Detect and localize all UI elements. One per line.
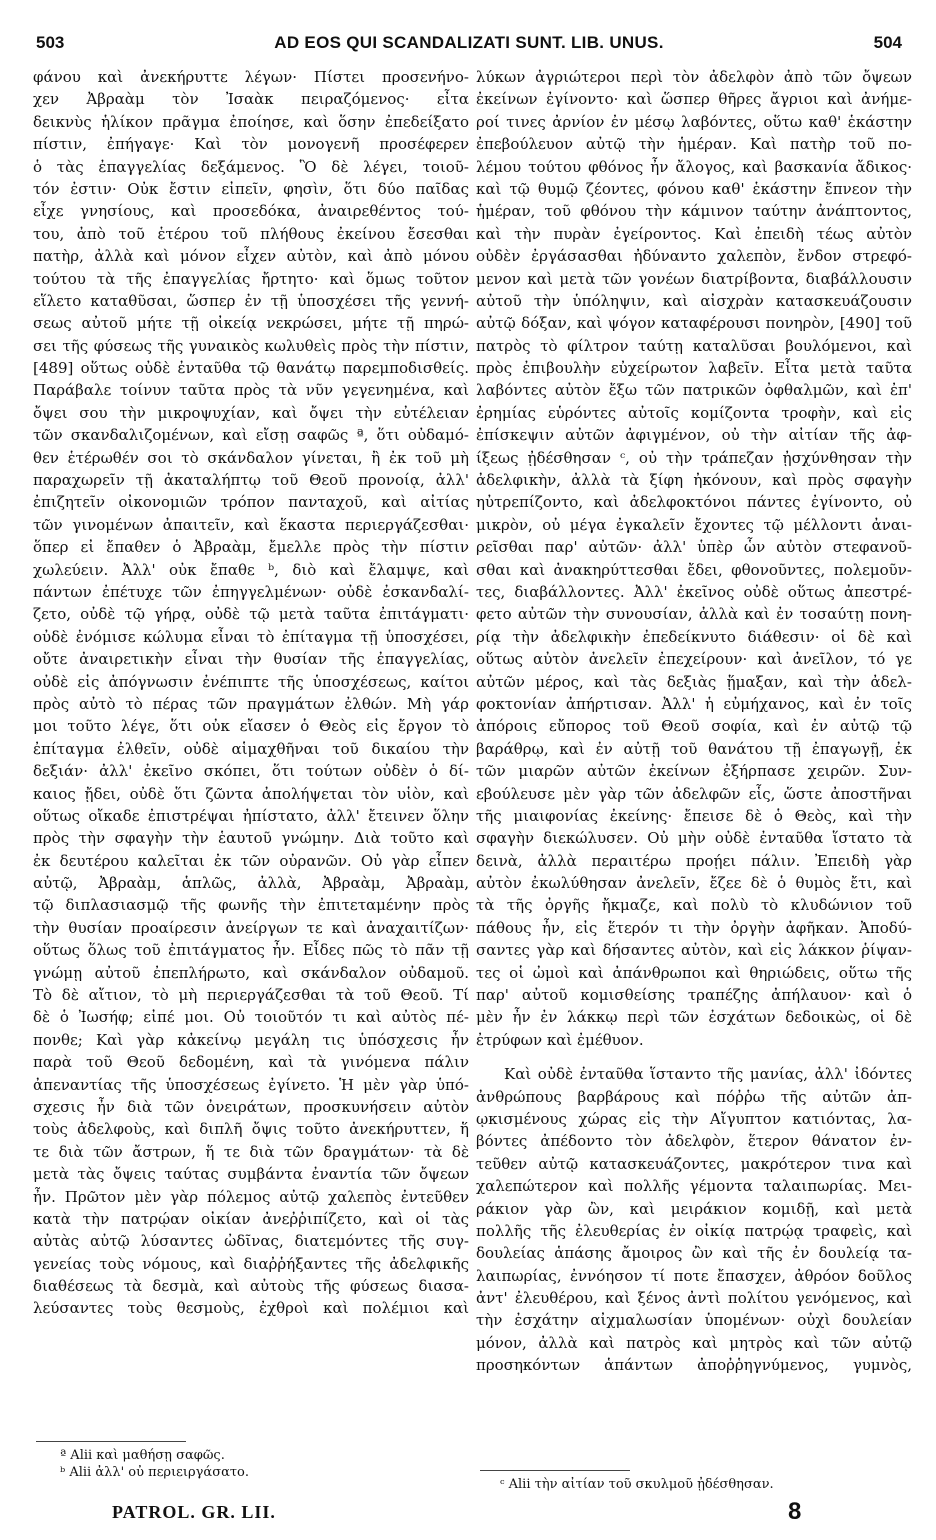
text-line: λέμου τούτου φθόνος ἦν ἄλογος, καὶ βασκανία ἄδικος· — [476, 157, 912, 176]
text-line: ρεῖσθαι παρ' αὐτῶν· ἀλλ' ὑπὲρ ὧν αὐτὸν στεφανοῦ- — [476, 538, 912, 557]
text-line: αὐτῷ δόξαν, καὶ ψόγον καταφέρουσι πονηρὸν, [490] τοῦ — [476, 314, 912, 333]
text-line: αὐτὰς αὐτῷ λύσαντες ὠδῖνας, διατεμόντες τῆς συγ- — [33, 1232, 469, 1251]
text-line: τεῦθεν αὐτῷ κατασκευάζοντες, μακρότερον τινα καὶ — [476, 1154, 912, 1173]
text-line: κατὰ τὴν πατρῴαν οἰκίαν ἀνεῤῥιπίζετο, καὶ οἱ τὰς — [33, 1209, 469, 1228]
text-line: προσηκόντων ἁπάντων ἀποῤῥηγνύμενος, γυμνὸς, — [476, 1356, 912, 1375]
text-line: διαθέσεως τὰ δεσμὰ, καὶ αὐτοὺς τῆς φύσεως διασα- — [33, 1277, 469, 1296]
text-line: δεξιάν· ἀλλ' ἐκεῖνο σκόπει, ὅτι τούτων οὐδὲν ὁ δί- — [33, 762, 469, 781]
text-line: λαιπωρίας, ἐννόησον τί ποτε ἔπασχεν, ἀθρόον δοῦλος — [476, 1266, 912, 1285]
text-line: ῳκισμένους χώρας εἰς τὴν Αἴγυπτον κατιόντας, λα- — [476, 1109, 912, 1128]
text-line: ἐρημίας εὑρόντες αὐτοῖς κομίζοντα τροφὴν, καὶ εἰς — [476, 403, 912, 422]
text-line: σεως αὐτοῦ μήτε τῇ οἰκείᾳ νεκρώσει, μήτε τῇ πηρώ- — [33, 314, 469, 333]
text-line: ἡμέραν, τοῦ φθόνου τὴν κάμινον ταύτην ἀνάπτοντος, — [476, 202, 912, 221]
text-line: σαντες γὰρ καὶ δήσαντες αὐτὸν, καὶ εἰς λάκκον ῥίψαν- — [476, 941, 912, 960]
text-line: τῶν σκανδαλιζομένων, καὶ εἴσῃ σαφῶς ª, ὅτι οὐδαμό- — [33, 426, 469, 445]
text-line: βόντες ἀπέδοντο τὸν ἀδελφὸν, ἕτερον θάνατον ἐν- — [476, 1132, 912, 1151]
text-line: ἀνθρώπους βαρβάρους καὶ πόῤῥω τῆς αὐτῶν ἀπ- — [476, 1087, 912, 1106]
text-line: καὶ τὴν πυρὰν ἐγείροντος. Καὶ ἐπειδὴ τέως αὐτὸν — [476, 224, 912, 243]
text-line: λαβόντες αὐτὸν ἔξω τῶν πατρικῶν ὀφθαλμῶν, καὶ ἐπ' — [476, 381, 912, 400]
text-line: παρ' αὐτοῦ κομισθείσης τραπέζης ἀπήλαυον· καὶ ὁ — [476, 986, 912, 1005]
footnote-rule-left — [36, 1441, 186, 1442]
text-line: ἀπεναντίας τῆς ὑποσχέσεως ἐγίνετο. Ἡ μὲν γὰρ ὑπό- — [33, 1075, 469, 1094]
text-line: εἶχε γνησίους, καὶ προσεδόκα, ἀναιρεθέντος τού- — [33, 202, 469, 221]
text-line: δὲ ὁ Ἰωσήφ; εἰπέ μοι. Οὐ τοιοῦτόν τι καὶ αὐτὸς πέ- — [33, 1008, 469, 1027]
text-line: πατρὸς τὸ φίλτρον ταύτῃ καταλῦσαι βουλόμενοι, καὶ — [476, 336, 912, 355]
text-line: [489] οὕτως οὐδὲ ἐνταῦθα τῷ θανάτῳ παρεμποδισθείς. — [33, 359, 469, 378]
text-line: πρὸς τὴν σφαγὴν τὴν ἑαυτοῦ γνώμην. Διὰ τοῦτο καὶ — [33, 829, 469, 848]
text-line: τῶν γινομένων ἀπαιτεῖν, καὶ ἕκαστα περιεργάζεσθαι· — [33, 515, 469, 534]
text-line: γνώμῃ αὐτοῦ ἐπεπλήρωτο, καὶ σκάνδαλον οὐδαμοῦ. — [33, 963, 469, 982]
text-line: παρὰ τοῦ Θεοῦ δεδομένη, καὶ τὰ γινόμενα πάλιν — [33, 1053, 469, 1072]
text-line: σφαγὴν διεκώλυσεν. Οὐ μὴν οὐδὲ ἐνταῦθα ἵστατο τὰ — [476, 829, 912, 848]
footnote-line: ᶜ Alii τὴν αἰτίαν τοῦ σκυλμοῦ ᾐδέσθησαν. — [500, 1477, 774, 1492]
text-line: ἐπεβούλευον αὐτῷ τὴν ἡμέραν. Καὶ πατὴρ τοῦ πο- — [476, 135, 912, 154]
text-line: ἐκ δευτέρου καλεῖται ἐκ τῶν οὐρανῶν. Οὐ γὰρ εἶπεν — [33, 851, 469, 870]
text-line: οὐδὲ εἰς ἀπόγνωσιν ἐνέπιπτε τῆς ὑποσχέσεως, καίτοι — [33, 672, 469, 691]
text-line: χαλεπώτερον καὶ πολλῆς γέμοντα ταλαιπωρίας. Μει- — [476, 1177, 912, 1196]
text-line: αὐτοῦ τὴν ὑπόληψιν, καὶ αἰσχρὰν κατασκευάζουσιν — [476, 291, 912, 310]
signature-number: 8 — [788, 1498, 802, 1525]
text-line: εβούλευσε μὲν γὰρ τῶν ἀδελφῶν εἷς, ὥστε ἀποστῆναι — [476, 784, 912, 803]
text-line: ἀντ' ἐλευθέρου, καὶ ξένος ἀντὶ πολίτου γενόμενος, καὶ — [476, 1289, 912, 1308]
text-line: πάθους ἦν, εἰς ἕτερόν τι τὴν ὀργὴν ἀφῆκαν. Ἀποδύ- — [476, 918, 912, 937]
text-line: ἀπόροις εὔπορος τοῦ Θεοῦ σοφία, καὶ ἐν αὐτῷ τῷ — [476, 717, 912, 736]
text-line: ἐπιζητεῖν οἰκονομιῶν τρόπον πανταχοῦ, καὶ αἰτίας — [33, 493, 469, 512]
footnote-line: ᵇ Alii ἀλλ' οὐ περιειργάσατο. — [60, 1465, 249, 1480]
text-line: καιος ᾔδει, οὐδὲ ὅτι ζῶντα ἀπολήψεται τὸν υἱὸν, καὶ — [33, 784, 469, 803]
text-line: πονθε; Καὶ γὰρ κἀκείνῳ μεγάλη τις ὑπόσχεσις ἦν — [33, 1030, 469, 1049]
running-header — [36, 33, 902, 59]
text-line: ἐπίταγμα ἐλθεῖν, οὐδὲ αἱμαχθῆναι τοῦ δικαίου τὴν — [33, 739, 469, 758]
text-line: ίξεως ᾐδέσθησαν ᶜ, οὐ τὴν τράπεζαν ᾐσχύνθησαν τὴν — [476, 448, 912, 467]
text-line: μικρὸν, οὐ μέγα ἐγκαλεῖν ἔχοντες τῷ μέλλοντι ἀναι- — [476, 515, 912, 534]
text-line: οὕτως οἴκαδε ἐπιστρέψαι ἠπίστατο, ἀλλ' ἔτεινεν ὅλην — [33, 806, 469, 825]
right-text-column — [476, 66, 912, 1377]
text-line: τὴν ἐσχάτην αἰχμαλωσίαν ὑπομένων· οὐχὶ δουλείαν — [476, 1311, 912, 1330]
text-line: τόν ἐστιν· Οὐκ ἔστιν εἰπεῖν, φησὶν, ὅτι δύο παῖδας — [33, 179, 469, 198]
text-line: φοκτονίαν ἀπήρτισαν. Ἀλλ' ἡ εὐμήχανος, καὶ ἐν τοῖς — [476, 694, 912, 713]
page-number-left: 503 — [36, 33, 65, 52]
text-line: ρίᾳ τὴν ἀδελφικὴν ἐπεδείκνυτο διάθεσιν· οἱ δὲ καὶ — [476, 627, 912, 646]
text-line: αὐτῶν μέρος, καὶ τὰς δεξιὰς ᾕμαξαν, καὶ τὴν ἀδελ- — [476, 672, 912, 691]
text-line: πατὴρ, ἀλλὰ καὶ μόνον εἶχεν αὐτὸν, καὶ ἀπὸ μόνου — [33, 247, 469, 266]
text-line: τὰ τῆς ὀργῆς ἤκμαζε, καὶ πολὺ τὸ κλυδώνιον τοῦ — [476, 896, 912, 915]
text-line: τοὺς ἀδελφοὺς, καὶ διπλῆ ὄψις τοῦτο ἀνεκήρυττεν, ἥ — [33, 1120, 469, 1139]
text-line: τε διὰ τῶν ἄστρων, ἥ τε διὰ τῶν δραγμάτων· τὰ δὲ — [33, 1142, 469, 1161]
text-line: πάντων ἐπέτυχε τῶν ἐπηγγελμένων· οὐδὲ ἐσκανδαλί- — [33, 582, 469, 601]
text-line: ἐκείνων ἐγίνοντο· καὶ ὥσπερ θῆρες ἄγριοι καὶ ἀνήμε- — [476, 90, 912, 109]
text-line: μὲν ἦν ἐν λάκκῳ περὶ τῶν ἐσχάτων δεδοικὼς, οἱ δὲ — [476, 1008, 912, 1027]
text-line: ὄψει σου τὴν μικροψυχίαν, καὶ ὄψει τὴν εὐτέλειαν — [33, 403, 469, 422]
text-line: Παράβαλε τοίνυν ταῦτα πρὸς τὰ νῦν γεγενημένα, καὶ — [33, 381, 469, 400]
text-line: ράκιον γὰρ ὢν, καὶ μειράκιον κομιδῇ, καὶ μετὰ — [476, 1199, 912, 1218]
text-line: πολλῆς τῆς ἐλευθερίας ἐν οἰκίᾳ πατρῴᾳ τραφεὶς, καὶ — [476, 1221, 912, 1240]
text-line: δεινὰ, ἀλλὰ περαιτέρω προῄει πάλιν. Ἐπειδὴ γὰρ — [476, 851, 912, 870]
text-line: τὴν θυσίαν προαίρεσιν ἀνείργων τε καὶ ἀναχαιτίζων· — [33, 918, 469, 937]
text-line: ὅπερ εἰ ἔπαθεν ὁ Ἀβραὰμ, ἔμελλε πρὸς τὴν πίστιν — [33, 538, 469, 557]
signature-line: PATROL. GR. LII. — [112, 1502, 276, 1522]
text-line: ζετο, οὐδὲ τῷ γήρᾳ, οὐδὲ τῷ μετὰ ταῦτα ἐπιτάγματι· — [33, 605, 469, 624]
text-line: λεύσαντες τοὺς θεσμοὺς, ἐχθροὶ καὶ πολέμιοι καὶ — [33, 1299, 469, 1318]
text-line: οὐδὲν ἐργάσασθαι ἠδύναντο χαλεπὸν, ἔνδον στρεφό- — [476, 247, 912, 266]
footnotes-left — [60, 1447, 249, 1481]
text-line: Τὸ δὲ αἴτιον, τὸ μὴ περιεργάζεσθαι τὰ τοῦ Θεοῦ. Τί — [33, 986, 469, 1005]
text-line: οὕτως αὐτὸν ἀνελεῖν ἐπεχείρουν· καὶ ἀνεῖλον, τό γε — [476, 650, 912, 669]
text-line: οὐδὲ ἐνόμισε κώλυμα εἶναι τὸ ἐπίταγμα τῇ ὑποσχέσει, — [33, 627, 469, 646]
text-line: φάνου καὶ ἀνεκήρυττε λέγων· Πίστει προσενήνο- — [33, 68, 469, 86]
text-line: σχεσις ἦν διὰ τῶν ὀνειράτων, προσκυνήσειν αὐτὸν — [33, 1097, 469, 1116]
text-line: καὶ τῷ θυμῷ ζέοντες, φόνου καθ' ἑκάστην ἔπνεον τὴν — [476, 179, 912, 198]
text-line: πίστιν, ἐπήγαγε· Καὶ τὸν μονογενῆ προσέφερεν — [33, 135, 469, 154]
right-paragraph-2 — [476, 1063, 912, 1376]
text-line: χωλεύειν. Ἀλλ' οὐκ ἔπαθε ᵇ, διὸ καὶ ἔλαμψε, καὶ — [33, 560, 469, 579]
page-number-right: 504 — [873, 33, 902, 52]
text-line: βαράθρῳ, καὶ ἐν αὐτῇ τοῦ θανάτου τῇ ἐπαγωγῇ, ἐκ — [476, 739, 912, 758]
text-line: ὁ τὰς ἐπαγγελίας δεξάμενος. Ὃ δὲ λέγει, τοιοῦ- — [33, 157, 469, 176]
text-line: πρὸς ἐπιβουλὴν εὐχείρωτον λαβεῖν. Εἶτα μετὰ ταῦτα — [476, 359, 912, 378]
text-line: τῆς μιαιφονίας ἐκείνης· ἔπεισε δὲ ὁ Θεὸς, καὶ τὴν — [476, 806, 912, 825]
text-line: πρὸς αὐτὸ τὸ πέρας τῶν πραγμάτων ἐλθών. Μὴ γάρ — [33, 694, 469, 713]
text-line: μοι τοῦτο λέγε, ὅτι οὐκ εἴασεν ὁ Θεὸς εἰς ἔργον τὸ — [33, 717, 469, 736]
text-line: τούτου τὰ τῆς ἐπαγγελίας ἤρτητο· καὶ ὅμως τοῦτον — [33, 269, 469, 288]
text-line: ἐτρύφων καὶ ἐμέθυον. — [476, 1030, 644, 1049]
text-line: χεν Ἀβραὰμ τὸν Ἰσαὰκ πειραζόμενος· εἶτα — [33, 90, 469, 109]
text-line: παραχωρεῖν τῇ ἀκαταλήπτῳ τοῦ Θεοῦ προνοίᾳ, ἀλλ' — [33, 471, 469, 490]
text-line: μενον καὶ μετὰ τῶν γονέων διατρίβοντα, διαβάλλουσιν — [476, 269, 912, 288]
text-line: του, ἀπὸ τοῦ ἑτέρου τοῦ πλήθους ἐκείνου ἔσεσθαι — [33, 224, 469, 243]
text-line: σει τῆς φύσεως τῆς γυναικὸς κωλυθεὶς πρὸς τὴν πίστιν, — [33, 336, 469, 355]
paragraph-gap — [476, 1051, 912, 1063]
text-line: σθαι καὶ ἀνακηρύττεσθαι ἔδει, φθονοῦντες, πολεμοῦν- — [476, 560, 912, 579]
text-line: τῶν μιαρῶν αὐτῶν ἐκείνων ἐξήρπασε χειρῶν. Συν- — [476, 762, 912, 781]
text-line: ἀδελφικὴν, ἀλλὰ τὰ ξίφη ἠκόνουν, καὶ πρὸς σφαγὴν — [476, 471, 912, 490]
text-line: αὐτὸν ἐκωλύθησαν ἀνελεῖν, ἔζεε δὲ ὁ θυμὸς ἔτι, καὶ — [476, 874, 912, 893]
text-line: ηὐτρεπίζοντο, καὶ ἀδελφοκτόνοι πάντες ἐγίνοντο, οὐ — [476, 493, 912, 512]
text-line: δουλείας ἁπάσης ἄμοιρος ὢν καὶ τῆς ἐν δουλείᾳ τα- — [476, 1244, 912, 1263]
text-line: φετο αὐτῶν τὴν συνουσίαν, ἀλλὰ καὶ ἐν τοσαύτῃ πονη- — [476, 605, 912, 624]
footnote-rule-right — [480, 1470, 630, 1471]
right-paragraph-1 — [476, 66, 912, 1051]
running-title: AD EOS QUI SCANDALIZATI SUNT. LIB. UNUS. — [274, 33, 664, 52]
text-line: δεικνὺς ἡλίκον πρᾶγμα ἐποίησε, καὶ ὅσην ἐπεδείξατο — [33, 112, 469, 131]
text-line: τῷ διπλασιασμῷ τῆς φωνῆς τὴν ἐπιτεταμένην πρὸς — [33, 896, 469, 915]
text-line: μόνον, ἀλλὰ καὶ πατρὸς καὶ μητρὸς καὶ τῶν αὐτῷ — [476, 1333, 912, 1352]
text-line: θεν ἑτέρωθέν σοι τὸ σκάνδαλον γίνεται, ἢ ἐκ τοῦ μὴ — [33, 448, 469, 467]
text-line: τες οἱ ὠμοὶ καὶ ἀπάνθρωποι καὶ θηριώδεις, οὕτω τῆς — [476, 963, 912, 982]
text-line: γενείας τοὺς νόμους, καὶ διαῤῥήξαντες τῆς ἀδελφικῆς — [33, 1254, 469, 1273]
text-line: Καὶ οὐδὲ ἐνταῦθα ἵσταντο τῆς μανίας, ἀλλ' ἰδόντες — [504, 1065, 912, 1084]
footnotes-right — [500, 1476, 774, 1493]
text-line: ἐπίσκεψιν αὐτῶν ἀφιγμένον, οὐ τὴν αἰτίαν τῆς ἀφ- — [476, 426, 912, 445]
left-text-column — [33, 66, 469, 1320]
text-line: λύκων ἀγριώτεροι περὶ τὸν ἀδελφὸν ἀπὸ τῶν ὄψεων — [476, 68, 912, 86]
text-line: εἵλετο καταθῦσαι, ὥσπερ ἐν τῇ ὑποσχέσει τῆς γεννή- — [33, 291, 469, 310]
text-line: ροί τινες ἀρνίον ἐν μέσῳ λαβόντες, οὕτω καθ' ἑκάστην — [476, 112, 912, 131]
text-line: μετὰ τὰς ὄψεις ταύτας συμβάντα ἐναντία τῶν ὄψεων — [33, 1165, 469, 1184]
footnote-line: ª Alii καὶ μαθήσῃ σαφῶς. — [60, 1448, 225, 1463]
text-line: ἦν. Πρῶτον μὲν γὰρ πόλεμος αὐτῷ χαλεπὸς ἐντεῦθεν — [33, 1187, 469, 1206]
text-line: τες, διαβάλλοντες. Ἀλλ' ἐκεῖνος οὐδὲ οὕτως ἀπεστρέ- — [476, 582, 912, 601]
text-line: οὕτως ὅλως τοῦ ἐπιτάγματος ἦν. Εἶδες πῶς τὸ πᾶν τῇ — [33, 941, 469, 960]
text-line: οὔτε ἀναιρετικὴν εἶναι τὴν θυσίαν τῆς ἐπαγγελίας, — [33, 650, 469, 669]
text-line: αὐτῷ, Ἀβραὰμ, ἁπλῶς, ἀλλὰ, Ἀβραὰμ, Ἀβραὰμ, — [33, 874, 469, 893]
